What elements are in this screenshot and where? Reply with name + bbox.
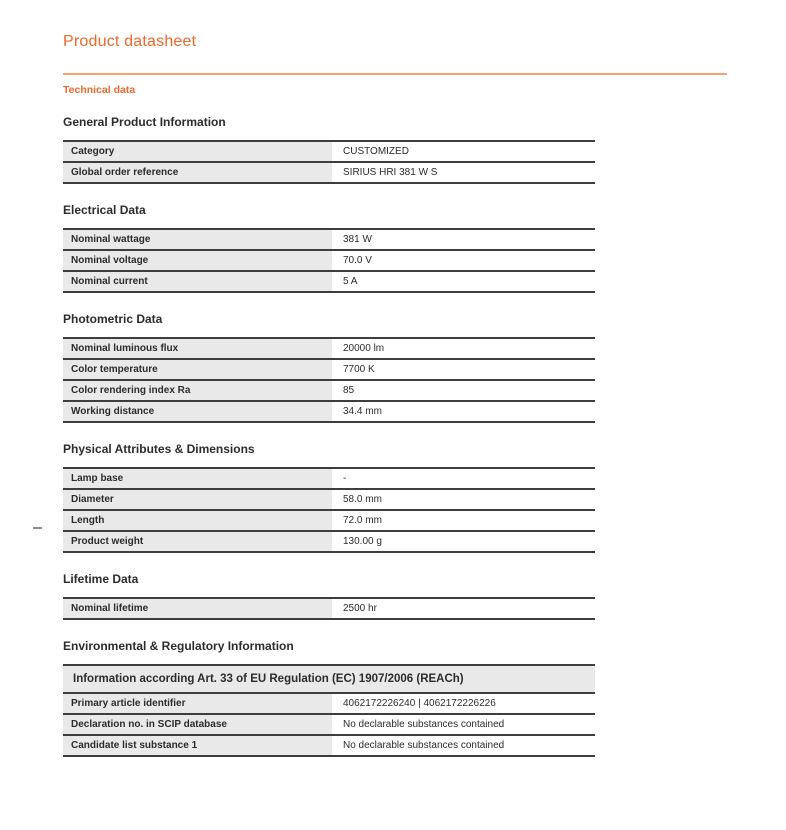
row-label: Nominal current — [63, 272, 335, 291]
datasheet-section — [63, 639, 727, 757]
section-heading: Environmental & Regulatory Information — [63, 639, 294, 653]
row-value: CUSTOMIZED — [335, 142, 595, 161]
section-heading: General Product Information — [63, 115, 226, 129]
data-table — [63, 597, 595, 620]
table-row — [63, 469, 595, 490]
table-row — [63, 272, 595, 293]
row-value: - — [335, 469, 595, 488]
row-label: Diameter — [63, 490, 335, 509]
table-row — [63, 599, 595, 620]
row-label: Product weight — [63, 532, 335, 551]
table-row — [63, 339, 595, 360]
data-table — [63, 467, 595, 553]
datasheet-section — [63, 572, 727, 620]
data-table — [63, 337, 595, 423]
table-row — [63, 715, 595, 736]
row-value: SIRIUS HRI 381 W S — [335, 163, 595, 182]
table-row — [63, 736, 595, 757]
data-table — [63, 228, 595, 293]
data-table — [63, 664, 595, 757]
table-row — [63, 381, 595, 402]
datasheet-section — [63, 203, 727, 293]
row-label: Global order reference — [63, 163, 335, 182]
data-table — [63, 140, 595, 184]
table-row — [63, 230, 595, 251]
table-subheader: Information according Art. 33 of EU Regulation (EC) 1907/2006 (REACh) — [63, 666, 595, 694]
row-label: Color rendering index Ra — [63, 381, 335, 400]
row-value: 85 — [335, 381, 595, 400]
row-value: 7700 K — [335, 360, 595, 379]
row-value: 34.4 mm — [335, 402, 595, 421]
section-heading: Lifetime Data — [63, 572, 139, 586]
row-value: 5 A — [335, 272, 595, 291]
table-row — [63, 694, 595, 715]
section-heading: Physical Attributes & Dimensions — [63, 442, 255, 456]
table-row — [63, 163, 595, 184]
row-label: Nominal wattage — [63, 230, 335, 249]
table-row — [63, 532, 595, 553]
row-value: 4062172226240 | 4062172226226 — [335, 694, 595, 713]
section-heading: Photometric Data — [63, 312, 163, 326]
table-row — [63, 251, 595, 272]
row-label: Working distance — [63, 402, 335, 421]
row-label: Nominal luminous flux — [63, 339, 335, 358]
row-value: 130.00 g — [335, 532, 595, 551]
row-value: 70.0 V — [335, 251, 595, 270]
row-label: Nominal lifetime — [63, 599, 335, 618]
page-fold-mark — [33, 527, 42, 529]
datasheet-section — [63, 442, 727, 553]
row-label: Candidate list substance 1 — [63, 736, 335, 755]
technical-data-subtitle: Technical data — [63, 84, 136, 96]
row-label: Category — [63, 142, 335, 161]
table-row — [63, 142, 595, 163]
row-label: Primary article identifier — [63, 694, 335, 713]
datasheet-section — [63, 312, 727, 423]
table-row — [63, 511, 595, 532]
section-heading: Electrical Data — [63, 203, 146, 217]
row-label: Declaration no. in SCIP database — [63, 715, 335, 734]
page-title: Product datasheet — [63, 33, 197, 50]
datasheet-section — [63, 115, 727, 184]
row-value: 381 W — [335, 230, 595, 249]
table-row — [63, 402, 595, 423]
title-divider — [63, 73, 727, 75]
document-content — [63, 0, 727, 757]
row-value: 72.0 mm — [335, 511, 595, 530]
table-row — [63, 360, 595, 381]
row-label: Length — [63, 511, 335, 530]
row-value: 20000 lm — [335, 339, 595, 358]
row-value: 2500 hr — [335, 599, 595, 618]
row-value: 58.0 mm — [335, 490, 595, 509]
table-row — [63, 490, 595, 511]
row-label: Lamp base — [63, 469, 335, 488]
sections — [63, 115, 727, 757]
row-value: No declarable substances contained — [335, 736, 595, 755]
row-label: Nominal voltage — [63, 251, 335, 270]
row-value: No declarable substances contained — [335, 715, 595, 734]
row-label: Color temperature — [63, 360, 335, 379]
